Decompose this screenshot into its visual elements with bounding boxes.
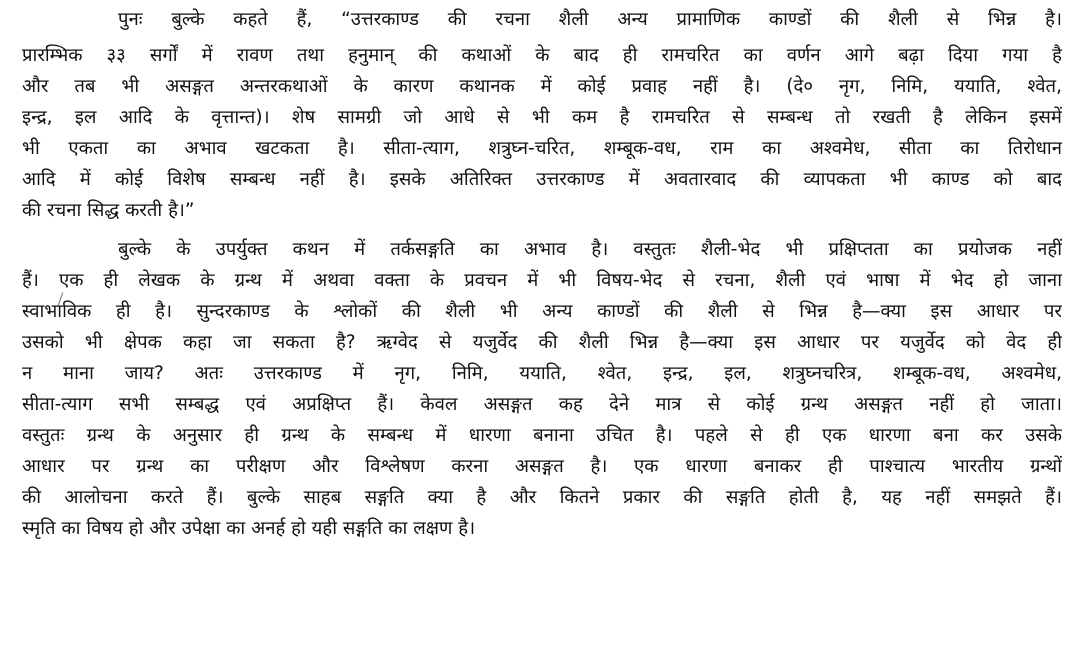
- text-line: पुनः बुल्के कहते हैं, “उत्तरकाण्ड की रचना शैली अन्य प्रामाणिक काण्डों की शैली से भिन्न है।: [118, 9, 1062, 30]
- text-line: और तब भी असङ्गत अन्तरकथाओं के कारण कथानक में कोई प्रवाह नहीं है। (दे० नृग, निमि, ययाति, श्वेत,: [22, 76, 1062, 97]
- text-line: स्वाभाविक ही है। सुन्दरकाण्ड के श्लोकों की शैली भी अन्य काण्डों की शैली से भिन्न है—क्या इस आधार पर: [22, 301, 1062, 322]
- text-line: न माना जाय? अतः उत्तरकाण्ड में नृग, निमि, ययाति, श्वेत, इन्द्र, इल, शत्रुघ्नचरित्र, शम्बूक-वध, अश्वमेध,: [22, 363, 1062, 384]
- text-line: भी एकता का अभाव खटकता है। सीता-त्याग, शत्रुघ्न-चरित, शम्बूक-वध, राम का अश्वमेध, सीता का तिरोधान: [22, 138, 1062, 159]
- text-line: उसको भी क्षेपक कहा जा सकता है? ऋग्वेद से यजुर्वेद की शैली भिन्न है—क्या इस आधार पर यजुर्वेद को वेद ही: [22, 332, 1062, 353]
- text-line: आधार पर ग्रन्थ का परीक्षण और विश्लेषण करना असङ्गत है। एक धारणा बनाकर ही पाश्चात्य भारतीय ग्रन्थों: [22, 456, 1062, 477]
- text-line: बुल्के के उपर्युक्त कथन में तर्कसङ्गति का अभाव है। वस्तुतः शैली-भेद भी प्रक्षिप्तता का प्रयोजक नहीं: [118, 239, 1062, 260]
- text-line: की रचना सिद्ध करती है।”: [22, 200, 195, 221]
- text-line: सीता-त्याग सभी सम्बद्ध एवं अप्रक्षिप्त हैं। केवल असङ्गत कह देने मात्र से कोई ग्रन्थ असङ्गत नहीं हो जाता।: [22, 394, 1062, 415]
- text-line: हैं। एक ही लेखक के ग्रन्थ में अथवा वक्ता के प्रवचन में भी विषय-भेद से रचना, शैली एवं भाषा में भेद हो जाना: [22, 270, 1062, 291]
- text-line: वस्तुतः ग्रन्थ के अनुसार ही ग्रन्थ के सम्बन्ध में धारणा बनाना उचित है। पहले से ही एक धारणा बना कर उसके: [22, 425, 1062, 446]
- paragraph-gap: [22, 226, 1062, 234]
- text-line: इन्द्र, इल आदि के वृत्तान्त)। शेष सामग्री जो आधे से भी कम है रामचरित से सम्बन्ध तो रखती है लेकिन इसमें: [22, 107, 1062, 128]
- text-line: आदि में कोई विशेष सम्बन्ध नहीं है। इसके अतिरिक्त उत्तरकाण्ड में अवतारवाद की व्यापकता भी काण्ड को बाद: [22, 169, 1062, 190]
- document-page: [22, 0, 1062, 672]
- text-line: स्मृति का विषय हो और उपेक्षा का अनर्ह हो यही सङ्गति का लक्षण है।: [22, 518, 476, 539]
- paragraph-1: [22, 0, 1062, 226]
- text-line: की आलोचना करते हैं। बुल्के साहब सङ्गति क्या है और कितने प्रकार की सङ्गति होती है, यह नहीं समझते हैं।: [22, 487, 1062, 508]
- text-line: प्रारम्भिक ३३ सर्गों में रावण तथा हनुमान् की कथाओं के बाद ही रामचरित का वर्णन आगे बढ़ा दिया गया है: [22, 45, 1062, 66]
- paragraph-2: [22, 234, 1062, 544]
